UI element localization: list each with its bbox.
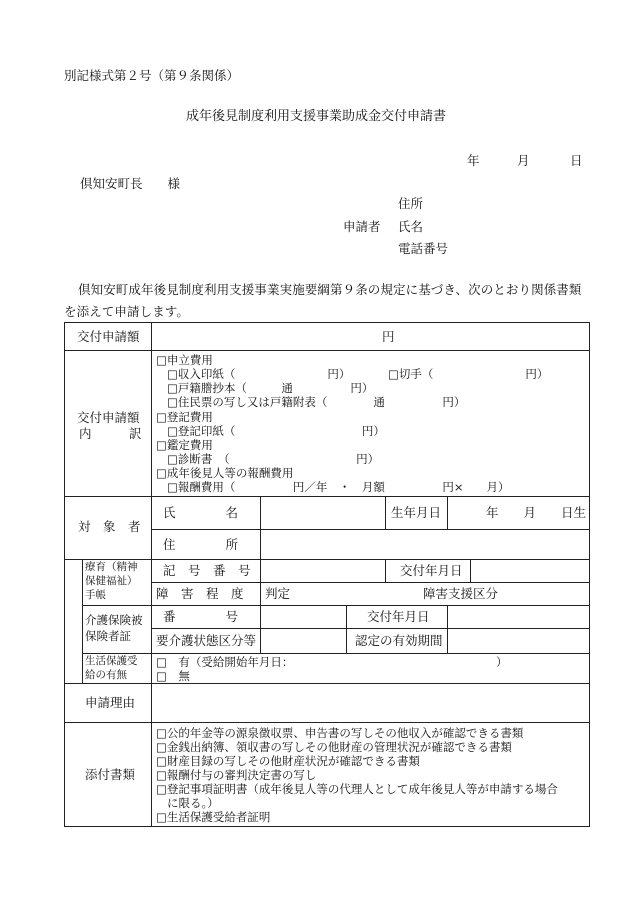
- form-number: 別記様式第２号（第９条関係）: [64, 68, 240, 83]
- detail-label-1: 交付申請額: [77, 410, 140, 425]
- issue-date-label: 交付年月日: [400, 563, 463, 578]
- subject-label: 対 象 者: [78, 519, 141, 534]
- ryoiku-label-3: 手帳: [85, 589, 106, 601]
- attachment-item[interactable]: □生活保護受給者証明: [156, 810, 271, 824]
- reason-label: 申請理由: [85, 695, 136, 710]
- record-number-label: 記 号 番 号: [163, 563, 251, 578]
- kaigo-label-2: 保険者証: [85, 629, 131, 643]
- welfare-no-checkbox[interactable]: □ 無: [156, 669, 190, 683]
- detail-item[interactable]: □報酬費用（ 円／年 ・ 月額 円× 月）: [167, 480, 510, 494]
- attachment-item[interactable]: □金銭出納簿、領収書の写しその他財産の管理状況が確認できる書類: [156, 740, 512, 754]
- detail-item[interactable]: □登記費用: [156, 410, 213, 424]
- phone-label: 電話番号: [398, 241, 449, 256]
- subject-name-label: 氏 名: [163, 505, 239, 520]
- detail-item[interactable]: □切手（ 円）: [388, 367, 549, 381]
- detail-label-2: 内 訳: [79, 426, 142, 441]
- attachments-label: 添付書類: [85, 767, 136, 782]
- disability-degree-label: 障 害 程 度: [156, 586, 244, 601]
- kaigo-issue-date-label: 交付年月日: [367, 609, 430, 624]
- date-year: 年: [467, 153, 480, 168]
- birth-value: 年 月 日生: [486, 505, 587, 520]
- valid-period-label: 認定の有効期間: [355, 633, 443, 648]
- attachment-item-continued: に限る。）: [167, 796, 219, 810]
- kaigo-number-label: 番 号: [163, 609, 239, 624]
- disability-support-label: 障害支援区分: [423, 586, 499, 601]
- birth-label: 生年月日: [391, 505, 442, 520]
- subject-address-label: 住 所: [163, 537, 239, 552]
- attachment-item[interactable]: □財産目録の写しその他財産状況が確認できる書類: [156, 754, 420, 768]
- care-level-label: 要介護状態区分等: [156, 633, 257, 648]
- intro-paragraph: 倶知安町成年後見制度利用支援事業実施要綱第９条の規定に基づき、次のとおり関係書類を添えて申請します。: [64, 282, 582, 319]
- detail-item[interactable]: □登記印紙（ 円）: [167, 424, 385, 438]
- detail-item[interactable]: □診断書 （ 円）: [167, 452, 380, 466]
- kaigo-label-1: 介護保険被: [85, 613, 143, 627]
- amount-unit: 円: [382, 329, 395, 344]
- address-label: 住所: [398, 196, 424, 211]
- date-day: 日: [570, 153, 583, 168]
- judgement-label: 判定: [265, 586, 291, 601]
- attachment-item[interactable]: □公的年金等の源泉徴収票、申告書の写しその他収入が確認できる書類: [156, 726, 524, 740]
- attachment-item[interactable]: □報酬付与の審判決定書の写し: [156, 768, 317, 782]
- detail-item[interactable]: □鑑定費用: [156, 438, 213, 452]
- welfare-yes-checkbox[interactable]: □ 有（受給開始年月日：: [156, 655, 294, 669]
- addressee: 倶知安町長 様: [80, 176, 181, 191]
- detail-item[interactable]: □成年後見人等の報酬費用: [156, 466, 294, 480]
- document-title: 成年後見制度利用支援事業助成金交付申請書: [186, 109, 447, 124]
- amount-label: 交付申請額: [77, 329, 140, 344]
- ryoiku-label-2: 保健福祉）: [85, 575, 138, 587]
- welfare-label-1: 生活保護受: [85, 655, 138, 667]
- attachment-item[interactable]: □登記事項証明書（成年後見人等の代理人として成年後見人等が申請する場合: [156, 782, 558, 796]
- applicant-label: 申請者: [343, 219, 381, 234]
- welfare-label-2: 給の有無: [85, 669, 127, 681]
- name-label: 氏名: [398, 219, 424, 234]
- detail-item[interactable]: □住民票の写し又は戸籍附表（ 通 円）: [167, 395, 466, 409]
- date-month: 月: [517, 153, 530, 168]
- detail-item[interactable]: □申立費用: [156, 353, 213, 367]
- welfare-yes-close: ）: [496, 655, 508, 669]
- detail-item[interactable]: □収入印紙（ 円）: [167, 367, 351, 381]
- detail-item[interactable]: □戸籍謄抄本（ 通 円）: [167, 381, 374, 395]
- ryoiku-label-1: 療育（精神: [85, 561, 138, 573]
